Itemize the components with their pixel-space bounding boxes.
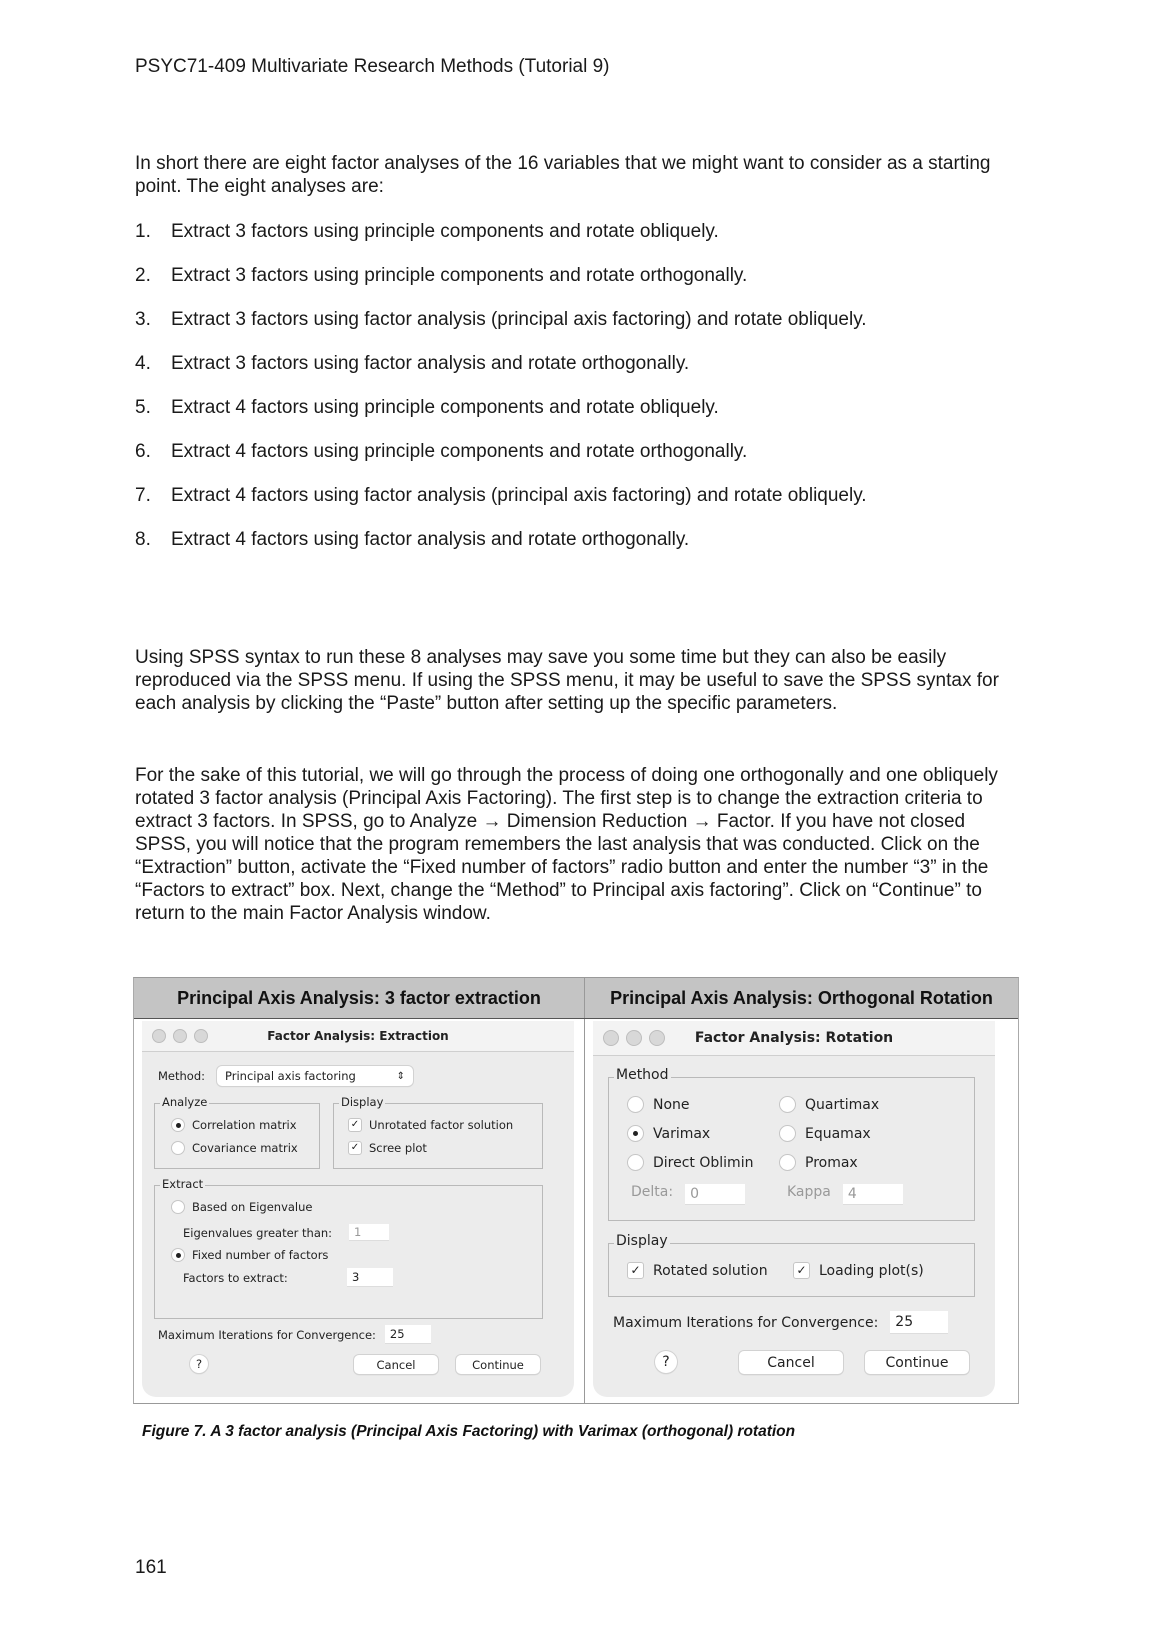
delta-row [631, 1178, 745, 1205]
dialog-titlebar [142, 1021, 574, 1052]
cancel-button[interactable] [739, 1351, 843, 1374]
continue-label: Continue [472, 1357, 524, 1372]
list-number: 4. [135, 353, 151, 374]
radio-correlation[interactable] [171, 1118, 297, 1132]
method-row [158, 1066, 413, 1086]
check-loading-plots[interactable] [793, 1262, 924, 1279]
check-label: Scree plot [369, 1141, 427, 1155]
list-text: Extract 4 factors using principle components and rotate orthogonally. [171, 441, 748, 462]
dialog-title: Factor Analysis: Extraction [267, 1029, 449, 1043]
question-mark-icon: ? [195, 1357, 203, 1371]
radio-unselected-icon [627, 1096, 644, 1113]
list-text: Extract 3 factors using factor analysis and rotate orthogonally. [171, 353, 690, 374]
list-item [135, 220, 1015, 243]
page-header: PSYC71-409 Multivariate Research Methods (Tutorial 9) [135, 56, 610, 77]
factors-row [183, 1268, 393, 1287]
cancel-label: Cancel [376, 1357, 416, 1372]
max-iter-label: Maximum Iterations for Convergence: [158, 1327, 376, 1342]
max-iter-value: 25 [895, 1314, 914, 1330]
method-select[interactable] [217, 1066, 413, 1086]
max-iter-row [158, 1325, 431, 1344]
dialog-titlebar [593, 1021, 995, 1056]
list-number: 7. [135, 485, 151, 506]
updown-chevron-icon: ⇕ [396, 1070, 406, 1082]
factors-label: Factors to extract: [183, 1270, 288, 1285]
syntax-text: Using SPSS syntax to run these 8 analyses may save you some time but they can also be easily reproduced via the SPSS menu. If using the SPSS menu, it may be useful to save the SPSS syntax for each analysis by clicking the “Paste” button after setting up the specific parameters. [135, 647, 999, 714]
list-item [135, 308, 1015, 331]
list-number: 3. [135, 309, 151, 330]
delta-value: 0 [690, 1186, 699, 1202]
page-number: 161 [135, 1557, 167, 1578]
figure-header-row [134, 978, 1018, 1019]
checkmark-icon: ✓ [793, 1262, 810, 1279]
continue-button[interactable] [456, 1355, 540, 1374]
window-controls [603, 1030, 665, 1046]
display-group [333, 1095, 543, 1169]
intro-text: In short there are eight factor analyses of the 16 variables that we might want to consider as a starting point. The eight analyses are: [135, 153, 991, 197]
list-number: 2. [135, 265, 151, 286]
help-button[interactable] [190, 1355, 208, 1373]
radio-promax[interactable] [779, 1154, 858, 1171]
continue-button[interactable] [865, 1351, 969, 1374]
rotation-cell [585, 1019, 1018, 1403]
list-number: 8. [135, 529, 151, 550]
intro-paragraph [135, 152, 1015, 198]
extraction-dialog [142, 1021, 574, 1397]
list-number: 1. [135, 221, 151, 242]
eigen-input[interactable] [349, 1224, 389, 1241]
list-text: Extract 4 factors using factor analysis and rotate orthogonally. [171, 529, 690, 550]
extract-label: Extract [162, 1177, 204, 1191]
extraction-cell [134, 1019, 585, 1403]
radio-label: Based on Eigenvalue [192, 1200, 313, 1214]
radio-label: Promax [805, 1154, 858, 1171]
factors-input[interactable] [347, 1268, 393, 1287]
radio-unselected-icon [171, 1200, 185, 1214]
radio-unselected-icon [779, 1096, 796, 1113]
analyses-list [135, 220, 1015, 572]
eigen-row [183, 1224, 389, 1241]
kappa-label: Kappa [787, 1183, 831, 1200]
radio-label: Covariance matrix [192, 1141, 298, 1155]
zoom-window-icon[interactable] [649, 1030, 665, 1046]
procedure-paragraph [135, 764, 1015, 925]
radio-unselected-icon [171, 1141, 185, 1155]
eigen-value: 1 [354, 1225, 362, 1239]
header-rotation: Principal Axis Analysis: Orthogonal Rotation [610, 987, 993, 1008]
radio-label: Equamax [805, 1125, 871, 1142]
syntax-paragraph [135, 646, 1015, 715]
radio-eigenvalue[interactable] [171, 1200, 312, 1214]
list-text: Extract 4 factors using factor analysis (principal axis factoring) and rotate obliquely. [171, 485, 867, 506]
radio-selected-icon [171, 1248, 185, 1262]
method-label: Method: [158, 1069, 206, 1083]
max-iter-label: Maximum Iterations for Convergence: [613, 1314, 879, 1331]
radio-label: Correlation matrix [192, 1118, 297, 1132]
radio-label: Fixed number of factors [192, 1248, 329, 1262]
radio-fixed-number[interactable] [171, 1248, 328, 1262]
checkmark-icon: ✓ [348, 1141, 362, 1155]
kappa-row [787, 1178, 903, 1205]
radio-label: Varimax [653, 1125, 711, 1142]
radio-selected-icon [627, 1125, 644, 1142]
checkmark-icon: ✓ [348, 1118, 362, 1132]
window-controls [152, 1029, 208, 1043]
eigen-label: Eigenvalues greater than: [183, 1225, 333, 1240]
delta-input[interactable] [685, 1184, 745, 1205]
max-iter-row [613, 1311, 948, 1334]
method-value: Principal axis factoring [225, 1069, 356, 1083]
list-item [135, 528, 1015, 551]
list-text: Extract 4 factors using principle components and rotate obliquely. [171, 397, 719, 418]
figure-caption: Figure 7. A 3 factor analysis (Principal Axis Factoring) with Varimax (orthogonal) rotation [142, 1423, 796, 1440]
delta-label: Delta: [631, 1183, 674, 1200]
close-window-icon[interactable] [603, 1030, 619, 1046]
figure-body-row [134, 1019, 1018, 1403]
list-item [135, 440, 1015, 463]
radio-covariance[interactable] [171, 1141, 298, 1155]
list-item [135, 484, 1015, 507]
check-rotated-solution[interactable] [627, 1262, 768, 1279]
radio-equamax[interactable] [779, 1125, 871, 1142]
radio-unselected-icon [627, 1154, 644, 1171]
kappa-value: 4 [847, 1186, 857, 1202]
analyze-group [154, 1095, 320, 1169]
radio-label: Direct Oblimin [653, 1154, 754, 1171]
max-iter-input[interactable] [890, 1311, 948, 1334]
rotation-method-group [608, 1067, 975, 1221]
list-item [135, 396, 1015, 419]
rotation-display-group [608, 1233, 975, 1297]
radio-label: None [653, 1096, 690, 1113]
minimize-window-icon[interactable] [626, 1030, 642, 1046]
max-iter-value: 25 [389, 1327, 405, 1341]
list-number: 6. [135, 441, 151, 462]
radio-selected-icon [171, 1118, 185, 1132]
list-number: 5. [135, 397, 151, 418]
display-label: Display [616, 1233, 668, 1249]
cancel-label: Cancel [767, 1354, 815, 1371]
kappa-input[interactable] [843, 1184, 903, 1205]
radio-unselected-icon [779, 1154, 796, 1171]
continue-label: Continue [885, 1354, 949, 1371]
radio-quartimax[interactable] [779, 1096, 879, 1113]
check-label: Loading plot(s) [819, 1262, 924, 1279]
checkmark-icon: ✓ [627, 1262, 644, 1279]
check-scree[interactable] [348, 1141, 427, 1155]
procedure-text: For the sake of this tutorial, we will go through the process of doing one orthogonally and one obliquely rotated 3 factor analysis (Principal Axis Factoring). The first step is to change the extraction criteria to extract 3 factors. In SPSS, go to Analyze → Dimension Reduction → Factor. If you have not closed SPSS, you will notice that the program remembers the last analysis that was conducted. Click on the “Extraction” button, activate the “Fixed number of factors” radio button and enter the number “3” in the “Factors to extract” box. Next, change the “Method” to Principal axis factoring”. Click on “Continue” to return to the main Factor Analysis window. [135, 765, 998, 924]
factors-value: 3 [352, 1270, 360, 1284]
figure-table [133, 977, 1019, 1404]
radio-label: Quartimax [805, 1096, 880, 1113]
check-label: Rotated solution [653, 1262, 768, 1279]
close-window-icon[interactable] [152, 1029, 166, 1043]
display-label: Display [341, 1095, 384, 1109]
radio-varimax[interactable] [627, 1125, 710, 1142]
question-mark-icon: ? [662, 1354, 670, 1370]
list-item [135, 352, 1015, 375]
list-text: Extract 3 factors using principle components and rotate orthogonally. [171, 265, 748, 286]
minimize-window-icon[interactable] [173, 1029, 187, 1043]
rotation-dialog [593, 1021, 995, 1397]
cancel-button[interactable] [354, 1355, 438, 1374]
check-label: Unrotated factor solution [369, 1118, 514, 1132]
extract-group [154, 1177, 543, 1319]
list-text: Extract 3 factors using principle components and rotate obliquely. [171, 221, 719, 242]
radio-unselected-icon [779, 1125, 796, 1142]
list-text: Extract 3 factors using factor analysis (principal axis factoring) and rotate obliquely. [171, 309, 867, 330]
max-iter-input[interactable] [385, 1325, 431, 1344]
radio-direct-oblimin[interactable] [627, 1154, 753, 1171]
check-unrotated[interactable] [348, 1118, 513, 1132]
method-label: Method [616, 1067, 669, 1083]
zoom-window-icon[interactable] [194, 1029, 208, 1043]
list-item [135, 264, 1015, 287]
header-extraction: Principal Axis Analysis: 3 factor extraction [134, 978, 585, 1018]
radio-none[interactable] [627, 1096, 690, 1113]
analyze-label: Analyze [162, 1095, 208, 1109]
help-button[interactable] [655, 1351, 677, 1373]
dialog-title: Factor Analysis: Rotation [694, 1030, 894, 1046]
